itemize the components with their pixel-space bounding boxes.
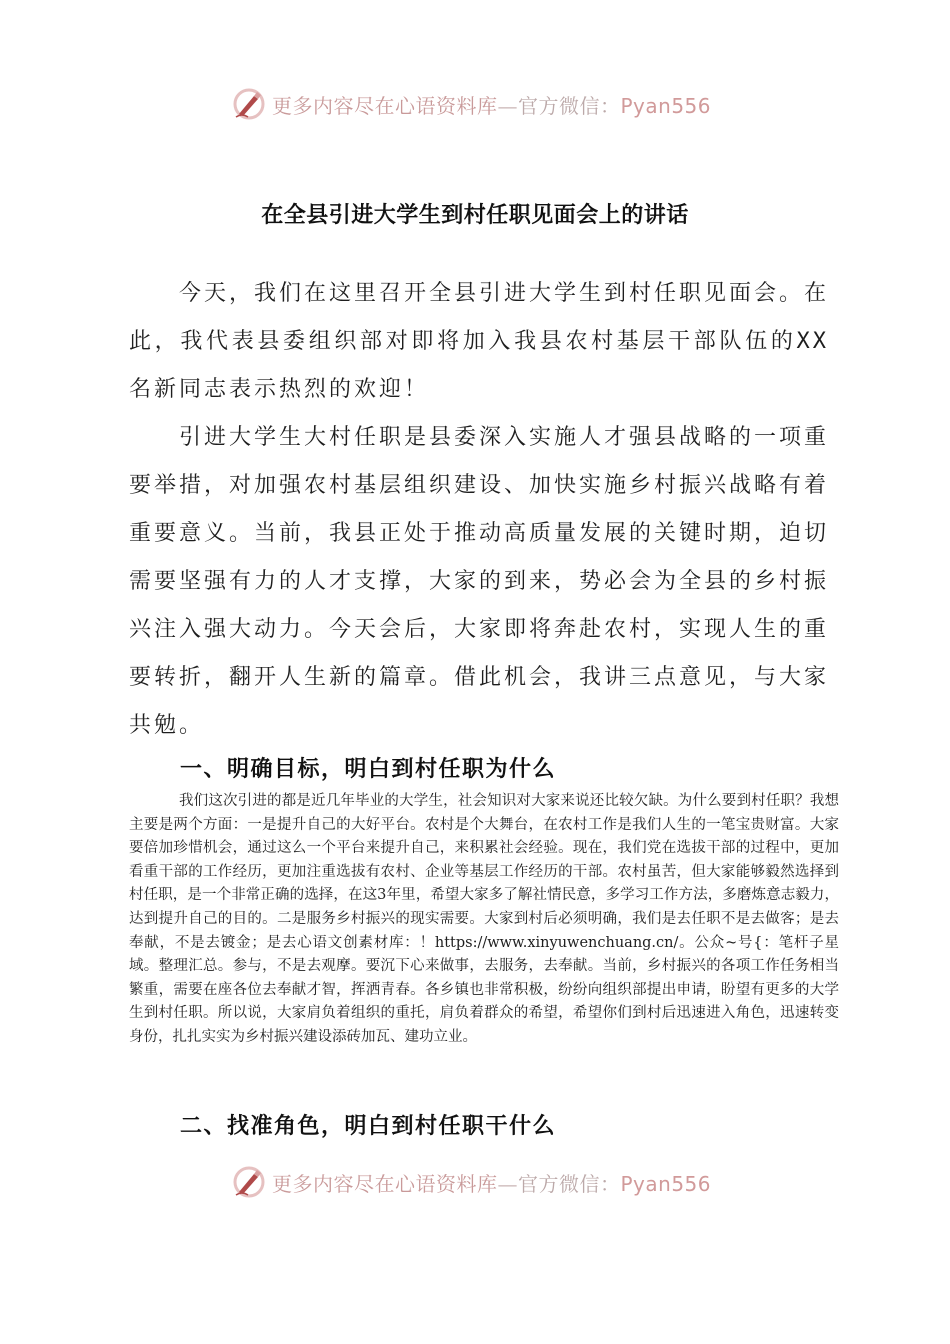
- section-1-body-block: [129, 790, 839, 1050]
- watermark-wechat-id: Pyan556: [620, 93, 712, 118]
- watermark-wechat-id: Pyan556: [620, 1171, 712, 1196]
- footer-watermark-banner: [232, 1164, 752, 1200]
- watermark-main-text: 更多内容尽在心语资料库: [272, 93, 498, 118]
- paragraph-significance-block: [129, 414, 829, 750]
- paragraph-welcome-block: [129, 270, 829, 414]
- watermark-main-text: 更多内容尽在心语资料库: [272, 1171, 498, 1196]
- section-heading-1: 一、明确目标，明白到村任职为什么: [180, 757, 557, 782]
- watermark-text: [272, 90, 711, 119]
- pen-logo-icon: [232, 87, 266, 121]
- watermark-wechat-label: 官方微信：: [518, 1171, 621, 1196]
- watermark-text: [272, 1168, 711, 1197]
- paragraph-welcome: 今天，我们在这里召开全县引进大学生到村任职见面会。在此，我代表县委组织部对即将加入我县农村基层干部队伍的XX名新同志表示热烈的欢迎！: [129, 281, 830, 402]
- paragraph-significance: 引进大学生大村任职是县委深入实施人才强县战略的一项重要举措，对加强农村基层组织建设、加快实施乡村振兴战略有着重要意义。当前，我县正处于推动高质量发展的关键时期，迫切需要坚强有力的人才支撑，大家的到来，势必会为全县的乡村振兴注入强大动力。今天会后，大家即将奔赴农村，实现人生的重要转折，翻开人生新的篇章。借此机会，我讲三点意见，与大家共勉。: [129, 425, 830, 738]
- watermark-dash: —: [497, 93, 518, 118]
- document-title: 在全县引进大学生到村任职见面会上的讲话: [261, 203, 689, 228]
- watermark-dash: —: [497, 1171, 518, 1196]
- pen-logo-icon: [232, 1165, 266, 1199]
- header-watermark-banner: [232, 86, 752, 122]
- section-1-body: 我们这次引进的都是近几年毕业的大学生，社会知识对大家来说还比较欠缺。为什么要到村任职？我想主要是两个方面：一是提升自己的大好平台。农村是个大舞台，在农村工作是我们人生的一笔宝贵财富。大家要倍加珍惜机会，通过这么一个平台来提升自己，来积累社会经验。现在，我们党在选拔干部的过程中，更加看重干部的工作经历，更加注重选拔有农村、企业等基层工作经历的干部。农村虽苦，但大家能够毅然选择到村任职，是一个非常正确的选择，在这3年里，希望大家多了解社情民意，多学习工作方法，多磨炼意志毅力，达到提升自己的目的。二是服务乡村振兴的现实需要。大家到村后必须明确，我们是去任职不是去做客；是去奉献，不是去镀金；是去心语文创素材库：！https://www.xinyuwenchuang.cn/。公众~号{：笔杆子星域。整理汇总。参与，不是去观摩。要沉下心来做事，去服务，去奉献。当前，乡村振兴的各项工作任务相当繁重，需要在座各位去奉献才智，挥洒青春。各乡镇也非常积极，纷纷向组织部提出申请，盼望有更多的大学生到村任职。所以说，大家肩负着组织的重托，肩负着群众的希望，希望你们到村后迅速进入角色，迅速转变身份，扎扎实实为乡村振兴建设添砖加瓦、建功立业。: [129, 793, 839, 1045]
- section-heading-2: 二、找准角色，明白到村任职干什么: [180, 1114, 557, 1139]
- watermark-wechat-label: 官方微信：: [518, 93, 621, 118]
